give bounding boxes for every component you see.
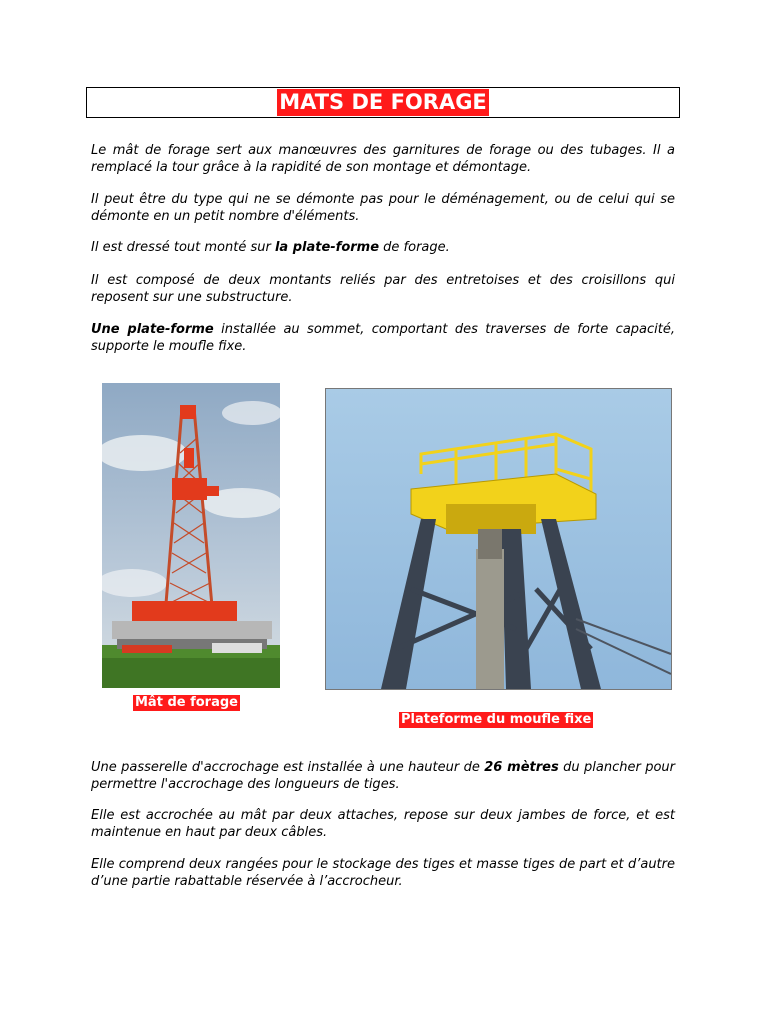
paragraph-6 bbox=[91, 760, 675, 793]
crown-platform-photo bbox=[325, 388, 672, 690]
caption-derrick: Mât de forage bbox=[135, 695, 238, 710]
paragraph-8: Elle comprend deux rangées pour le stockage des tiges et masse tiges de part et d’autre d’une partie rabattable réservée à l’accrocheur. bbox=[91, 857, 675, 889]
paragraph-4: Il est composé de deux montants reliés par des entretoises et des croisillons qui reposent sur une substructure. bbox=[91, 273, 675, 305]
page-title: MATS DE FORAGE bbox=[279, 90, 487, 114]
paragraph-6-text-b: du plancher pour permettre l'accrochage des longueurs de tiges. bbox=[91, 760, 675, 792]
paragraph-3-bold: la plate-forme bbox=[274, 240, 380, 255]
paragraph-6-bold: 26 mètres bbox=[484, 760, 559, 775]
paragraph-5-text: installée au sommet, comportant des traverses de forte capacité, supporte le moufle fixe. bbox=[91, 322, 675, 354]
paragraph-5-bold: Une plate-forme bbox=[91, 322, 214, 337]
paragraph-1: Le mât de forage sert aux manœuvres des garnitures de forage ou des tubages. Il a remplacé la tour grâce à la rapidité de son montage et démontage. bbox=[91, 143, 675, 175]
paragraph-6-text-a: Une passerelle d'accrochage est installée à une hauteur de bbox=[91, 760, 485, 775]
crown-platform-illustration bbox=[326, 389, 671, 689]
paragraph-3-text-b: de forage. bbox=[379, 240, 450, 255]
derrick-photo bbox=[102, 383, 280, 688]
caption-crown-platform: Plateforme du moufle fixe bbox=[401, 712, 592, 727]
paragraph-3-text-a: Il est dressé tout monté sur bbox=[91, 240, 275, 255]
derrick-illustration bbox=[102, 383, 280, 688]
title-box bbox=[86, 87, 680, 118]
paragraph-7: Elle est accrochée au mât par deux attaches, repose sur deux jambes de force, et est maintenue en haut par deux câbles. bbox=[91, 808, 675, 840]
paragraph-2: Il peut être du type qui ne se démonte pas pour le déménagement, ou de celui qui se démonte en un petit nombre d'éléments. bbox=[91, 192, 675, 224]
paragraph-5 bbox=[91, 322, 675, 355]
paragraph-3 bbox=[91, 240, 675, 257]
